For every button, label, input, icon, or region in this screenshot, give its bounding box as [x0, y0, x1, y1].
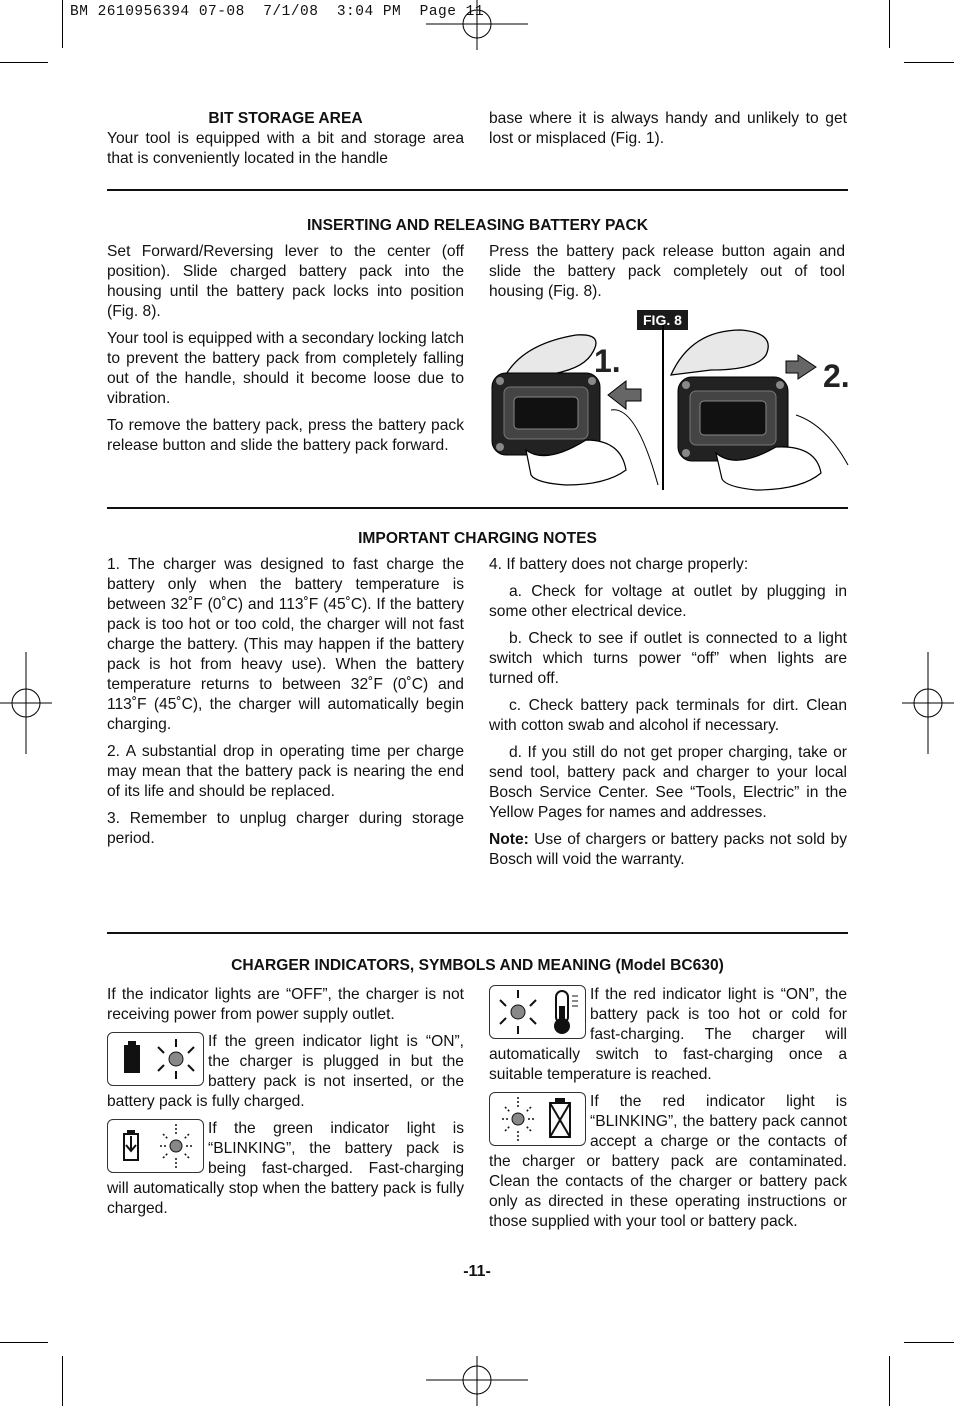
green-on-text: If the green indicator light is “ON”, the charger is plugged in but the battery pack is not inserted, or the battery pack is fully charged.: [107, 1033, 464, 1110]
charging-note-4b: b. Check to see if outlet is connected to a light switch which turns power “off” when lights are turned off.: [489, 630, 847, 687]
bit-storage-title: BIT STORAGE AREA: [208, 110, 363, 127]
registration-mark-right: [902, 652, 954, 754]
battery-full-icon: [108, 1033, 202, 1084]
indicators-left-column: [107, 985, 464, 1219]
green-blink-indicator-box: [107, 1119, 204, 1173]
registration-mark-left: [0, 652, 52, 754]
red-blink-indicator-box: [489, 1092, 586, 1146]
battery-pack-illustration: [486, 325, 852, 495]
battery-paragraph-2: Your tool is equipped with a secondary locking latch to prevent the battery pack from completely falling out of the handle, should it become loose due to vibration.: [107, 330, 464, 407]
indicator-off-text: If the indicator lights are “OFF”, the charger is not receiving power from power supply outlet.: [107, 986, 464, 1023]
crop-mark: [889, 1356, 890, 1406]
bit-storage-left: [107, 109, 464, 169]
battery-section-title: INSERTING AND RELEASING BATTERY PACK: [306, 217, 649, 234]
green-on-indicator-box: [107, 1032, 204, 1086]
red-on-text: If the red indicator light is “ON”, the battery pack is too hot or cold for fast-charging. The charger will automatically switch to fast-charging once a suitable temperature is reached.: [489, 986, 847, 1083]
red-on-indicator-box: [489, 985, 586, 1039]
charging-note-4: 4. If battery does not charge properly:: [489, 556, 749, 573]
charging-note-4d: d. If you still do not get proper charging, take or send tool, battery pack and charger to your local Bosch Service Center. See “Tools, Electric” in the Yellow Pages for names and addresses.: [489, 744, 847, 821]
battery-left-column: [107, 242, 464, 463]
figure-label: FIG. 8: [637, 310, 688, 330]
indicators-right-column: [489, 985, 847, 1232]
red-blink-text: If the red indicator light is “BLINKING”, the battery pack cannot accept a charge or the contacts of the charger or battery pack are contaminated. Clean the contacts of the charger or battery pack only as directed in these operating instructions or those supplied with your tool or battery pack.: [489, 1093, 847, 1230]
green-blink-text: If the green indicator light is “BLINKING”, the battery pack is being fast-charged. Fast-charging will automatically stop when the battery pack is fully charged.: [107, 1120, 464, 1217]
battery-paragraph-4: Press the battery pack release button again and slide the battery pack completely out of tool housing (Fig. 8).: [489, 243, 845, 300]
battery-right-column: [489, 242, 845, 309]
charging-note-3: 3. Remember to unplug charger during storage period.: [107, 810, 464, 847]
battery-paragraph-1: Set Forward/Reversing lever to the center (off position). Slide charged battery pack into the housing until the battery pack locks into position (Fig. 8).: [107, 243, 464, 320]
section-divider: [107, 507, 848, 509]
crop-mark: [62, 1356, 63, 1406]
page-number: -11-: [463, 1263, 491, 1280]
crop-mark: [0, 1342, 48, 1343]
indicator-red-on: [489, 985, 847, 1085]
indicator-red-blinking: [489, 1092, 847, 1232]
step-1-label: 1.: [594, 343, 621, 379]
bit-storage-right: [489, 109, 847, 149]
faulty-battery-icon: [490, 1093, 584, 1144]
charging-note-1: 1. The charger was designed to fast charge the battery only when the battery temperature is between 32˚F (0˚C) and 113˚F (45˚C). If the battery pack is too hot or too cold, the charger will not fast charge the battery. (This may happen if the battery pack is hot from heavy use). When the battery temperature returns to between 32˚F (0˚C) and 113˚F (45˚C), the charger will automatically begin charging.: [107, 556, 464, 733]
indicators-title: CHARGER INDICATORS, SYMBOLS AND MEANING (Model BC630): [231, 957, 724, 974]
crop-mark: [0, 62, 48, 63]
indicator-green-on: [107, 1032, 464, 1112]
charging-notes-title: IMPORTANT CHARGING NOTES: [358, 530, 597, 547]
charging-right-column: [489, 555, 847, 877]
charging-left-column: [107, 555, 464, 856]
warranty-note: [489, 830, 847, 870]
crop-mark: [904, 1342, 954, 1343]
step-2-label: 2.: [823, 358, 850, 394]
bit-storage-text: Your tool is equipped with a bit and storage area that is conveniently located in the handle: [107, 130, 464, 167]
crop-mark: [889, 0, 890, 48]
thermometer-icon: [490, 986, 584, 1037]
battery-paragraph-3: To remove the battery pack, press the battery pack release button and slide the battery pack forward.: [107, 417, 464, 454]
note-text: Use of chargers or battery packs not sold by Bosch will void the warranty.: [489, 831, 847, 868]
indicator-green-blinking: [107, 1119, 464, 1219]
section-divider: [107, 932, 848, 934]
crop-mark: [904, 62, 954, 63]
registration-mark-bottom: [426, 1356, 528, 1406]
section-divider: [107, 189, 848, 191]
bit-storage-text-continued: base where it is always handy and unlikely to get lost or misplaced (Fig. 1).: [489, 110, 847, 147]
print-slug: BM 2610956394 07-08 7/1/08 3:04 PM Page 11: [70, 4, 485, 20]
charging-note-4c: c. Check battery pack terminals for dirt. Clean with cotton swab and alcohol if necessary.: [489, 697, 847, 734]
crop-mark: [62, 0, 63, 48]
charging-note-4a: a. Check for voltage at outlet by plugging in some other electrical device.: [489, 583, 847, 620]
battery-charging-icon: [108, 1120, 202, 1171]
note-label: Note:: [489, 831, 529, 848]
charging-note-2: 2. A substantial drop in operating time per charge may mean that the battery pack is nearing the end of its life and should be replaced.: [107, 743, 464, 800]
